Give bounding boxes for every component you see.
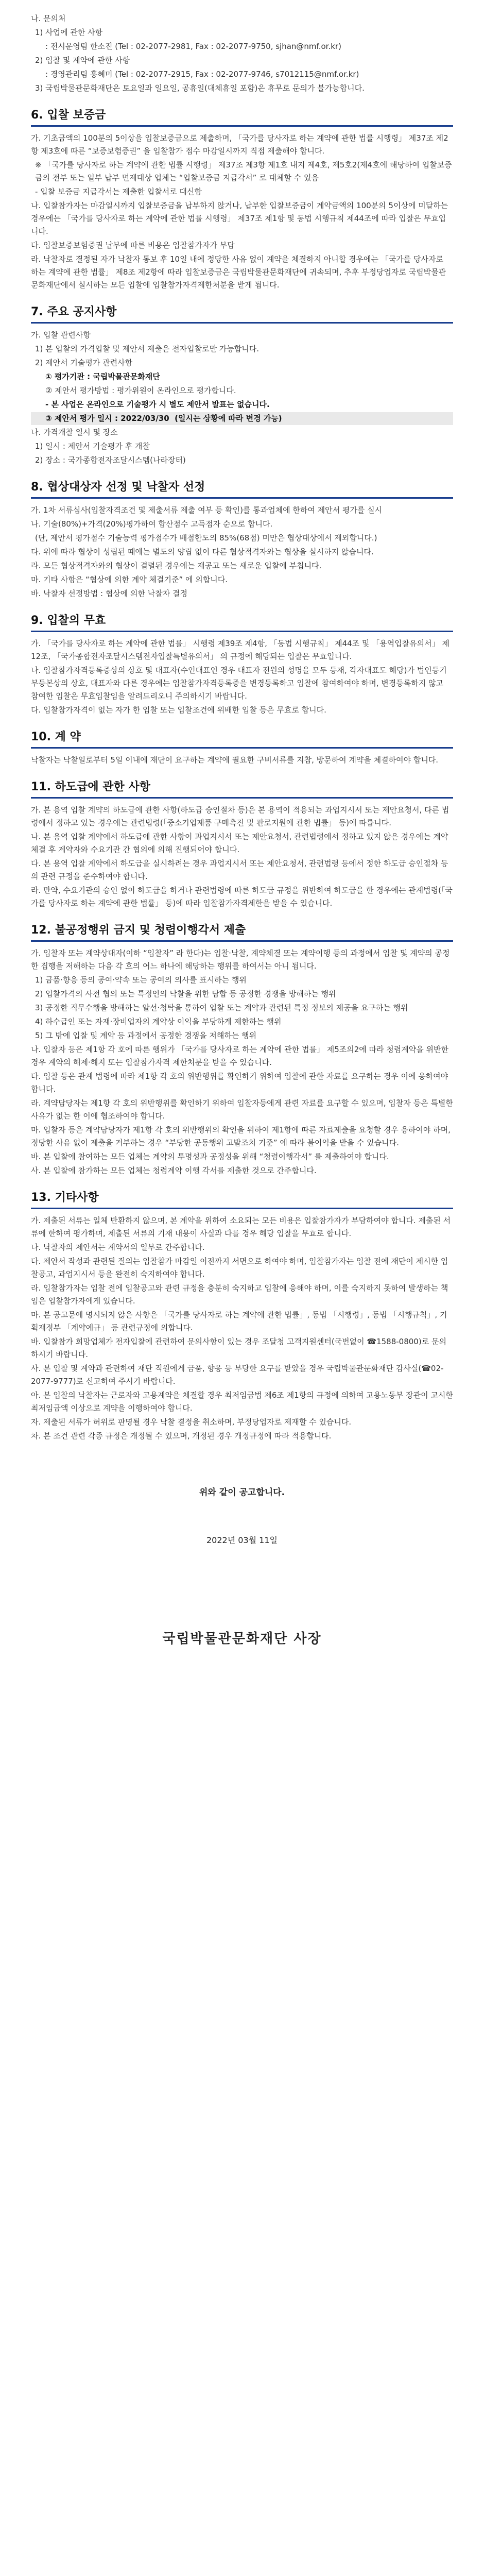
announcement-date: 2022년 03월 11일 — [206, 1535, 278, 1545]
text-line: 나. 본 용역 입찰 계약에서 하도급에 관한 사항이 과업지시서 또는 제안요청서, 관련법령에서 정하고 있지 않은 경우에는 계약체결 후 계약자와 수요기관 간 협의에 의해 진행되어야 합니다. — [31, 832, 448, 854]
text-line: 3) 국립박물관문화재단은 토요일과 일요일, 공휴일(대체휴일 포함)은 휴무로 문의가 불가능합니다. — [35, 83, 365, 93]
text-line: 다. 입찰 등은 관계 법령에 따라 제1항 각 호의 위반행위를 확인하기 위하여 입찰에 관한 자료를 요구하는 경우 이에 응하여야 합니다. — [31, 1072, 451, 1094]
text-line: 가. 본 용역 입찰 계약의 하도급에 관한 사항(하도급 승인절차 등)은 본 용역이 적용되는 과업지시서 또는 제안요청서, 다른 법령에서 정하고 있는 경우에는 관련법령(「중소기업제품 구매촉진 및 판로지원에 관한 법률」 등)에 따릅니다. — [31, 805, 450, 827]
text-line: 낙찰자는 낙찰일로부터 5일 이내에 재단이 요구하는 계약에 필요한 구비서류를 지참, 방문하여 계약을 체결하여야 합니다. — [31, 755, 439, 765]
text-line: : 전시운영팀 한소진 (Tel : 02-2077-2981, Fax : 02-2077-9750, sjhan@nmf.or.kr) — [45, 42, 341, 51]
text-line: 2) 제안서 기술평가 관련사항 — [35, 358, 133, 367]
text-line: 아. 본 입찰의 낙찰자는 근로자와 고용계약을 체결할 경우 최저임금법 제6조 제1항의 규정에 의하여 고용노동부 장관이 고시한 최저임금액 이상으로 계약을 이행하여야 합니다. — [31, 1391, 456, 1413]
text-line: 나. 낙찰자의 제안서는 계약서의 일부로 간주합니다. — [31, 1243, 205, 1252]
closing-block — [31, 1485, 453, 1647]
text-line: 바. 입찰참가 희망업체가 전자입찰에 관련하여 문의사항이 있는 경우 조달청 고객지원센터(국번없이 ☎1588-0800)로 문의하시기 바랍니다. — [31, 1337, 446, 1359]
text-line: 1) 일시 : 제안서 기술평가 후 개찰 — [35, 442, 150, 451]
text-line: 마. 본 공고문에 명시되지 않은 사항은 「국가를 당사자로 하는 계약에 관한 법률」, 동법 「시행령」, 동법 「시행규칙」, 기획재정부 「계약예규」 등 관련규정에 의합니다. — [31, 1310, 447, 1332]
text-line: 가. 1차 서류심사(입찰자격조건 및 제출서류 제출 여부 등 확인)를 통과업체에 한하여 제안서 평가를 실시 — [31, 505, 383, 515]
text-line: 1) 사업에 관한 사항 — [35, 28, 103, 37]
text-line: ① 평가기관 : 국립박물관문화재단 — [45, 372, 160, 381]
section-title: 13. 기타사항 — [31, 1184, 453, 1209]
section — [31, 102, 453, 292]
section-title: 6. 입찰 보증금 — [31, 102, 453, 127]
text-line: 나. 기술(80%)+가격(20%)평가하여 합산점수 고득점자 순으로 합니다. — [31, 519, 273, 529]
text-line: 가. 기초금액의 100분의 5이상을 입찰보증금으로 제출하며, 「국가를 당사자로 하는 계약에 관한 법률 시행령」 제37조 제2항 제3호에 따른 “보증보험증권” 을 입찰참가 접수 마감일시까지 직접 제출해야 합니다. — [31, 133, 448, 156]
text-line: 나. 가격개찰 일시 및 장소 — [31, 428, 118, 437]
section-title: 8. 협상대상자 선정 및 낙찰자 선정 — [31, 474, 453, 499]
text-line: : 경영관리팀 홍혜미 (Tel : 02-2077-2915, Fax : 02-2077-9746, s7012115@nmf.or.kr) — [45, 70, 359, 79]
text-line: 다. 입찰참가자격이 없는 자가 한 입찰 또는 입찰조건에 위배한 입찰 등은 무효로 합니다. — [31, 705, 326, 715]
text-line: 라. 모든 협상적격자와의 협상이 결렬된 경우에는 재공고 또는 새로운 입찰에 부칩니다. — [31, 561, 322, 570]
text-line: 나. 입찰참가자격등록증상의 상호 및 대표자(수인대표인 경우 대표자 전원의 성명을 모두 등재, 각자대표도 해당)가 법인등기부등본상의 상호, 대표자와 다른 경우에는 입찰참가자격등록증을 변경등록하고 입찰에 참여하여야 하며, 변경등록하지 않고 참여한 입찰은 무효입찰임을 알려드리오니 주의하시기 바랍니다. — [31, 666, 447, 701]
section — [31, 12, 453, 95]
text-line: (단, 제안서 평가점수 기술능력 평가점수가 배점한도의 85%(68점) 미만은 협상대상에서 제외합니다.) — [35, 533, 377, 543]
text-line: 라. 계약담당자는 제1항 각 호의 위반행위를 확인하기 위하여 입찰자등에게 관련 자료를 요구할 수 있으며, 입찰자 등은 특별한 사유가 없는 한 이에 협조하여야 합니다. — [31, 1098, 456, 1121]
text-line: 라. 낙찰자로 결정된 자가 낙찰자 통보 후 10일 내에 정당한 사유 없이 계약을 체결하지 아니할 경우에는 「국가를 당사자로 하는 계약에 관한 법률」 제8조 제2항에 따라 입찰보증금은 국립박물관문화재단에 귀속되며, 추후 부정당업자로 국립박물관문화재단에서 실시하는 모든 입찰에 입찰참가자격제한처분을 받게 됩니다. — [31, 255, 446, 290]
text-line: 다. 입찰보증보험증권 납부에 따른 비용은 입찰참가자가 부담 — [31, 241, 235, 250]
text-line: 라. 만약, 수요기관의 승인 없이 하도급을 하거나 관련법령에 따른 하도급 규정을 위반하여 하도급을 한 경우에는 관계법령(「국가를 당사자로 하는 계약에 관한 법률」 등)에 따라 입찰참가자격제한을 받을 수 있습니다. — [31, 886, 453, 908]
section — [31, 1184, 456, 1443]
text-line: 차. 본 조건 관련 각종 규정은 개정될 수 있으며, 개정된 경우 개정규정에 따라 적용합니다. — [31, 1431, 332, 1440]
text-line: 다. 제안서 작성과 관련된 질의는 입찰참가 마감일 이전까지 서면으로 하여야 하며, 입찰참가자는 입찰 전에 재단이 제시한 입찰공고, 과업지시서 등을 완전히 숙지하여야 합니다. — [31, 1257, 448, 1279]
section — [31, 299, 453, 467]
section — [31, 607, 453, 717]
text-line: ② 제안서 평가방법 : 평가위원이 온라인으로 평가합니다. — [45, 386, 236, 395]
section-title: 12. 불공정행위 금지 및 청렴이행각서 제출 — [31, 917, 453, 942]
text-line: 나. 입찰참가자는 마감일시까지 입찰보증금을 납부하지 않거나, 납부한 입찰보증금이 계약금액의 100분의 5이상에 미달하는 경우에는 「국가를 당사자로 하는 계약에 관한 법률 시행령」 제37조 제1항 및 동법 시행규칙 제44조에 따라 입찰은 무효입니다. — [31, 201, 451, 236]
text-line: 1) 본 입찰의 가격입찰 및 제안서 제출은 전자입찰로만 가능합니다. — [35, 344, 260, 353]
text-line: ③ 제안서 평가 일시 : 2022/03/30 (일시는 상황에 따라 변경 가능) — [31, 412, 453, 425]
text-line: 2) 입찰가격의 사전 협의 또는 특정인의 낙찰을 위한 담합 등 공정한 경쟁을 방해하는 행위 — [35, 989, 336, 998]
section — [31, 724, 453, 767]
section — [31, 474, 453, 600]
text-line: 마. 기타 사항은 “협상에 의한 계약 체결기준” 에 의합니다. — [31, 575, 228, 584]
text-line: 나. 입찰자 등은 제1항 각 호에 따른 행위가 「국가를 당사자로 하는 계약에 관한 법률」 제5조의2에 따라 청렴계약을 위반한 경우 계약의 해제·해지 또는 입찰참가자격 제한처분을 받을 수 있습니다. — [31, 1045, 451, 1067]
text-line: 2) 입찰 및 계약에 관한 사항 — [35, 56, 130, 65]
text-line: 가. 제출된 서류는 일체 반환하지 않으며, 본 계약을 위하여 소요되는 모든 비용은 입찰참가자가 부담하여야 합니다. 제출된 서류에 한하여 평가하며, 제출된 서류의 기재 내용이 사실과 다를 경우 해당 입찰을 무효로 합니다. — [31, 1216, 451, 1238]
text-line: - 입찰 보증금 지급각서는 제출한 입찰서로 대신함 — [35, 187, 202, 196]
text-line: 다. 본 용역 입찰 계약에서 하도급을 실시하려는 경우 과업지시서 또는 제안요청서, 관련법령 등에서 정한 하도급 승인절차 등의 관련 규정을 준수하여야 합니다. — [31, 859, 448, 881]
section — [31, 774, 453, 910]
section-title: 10. 계 약 — [31, 724, 453, 749]
text-line: 가. 「국가를 당사자로 하는 계약에 관한 법률」 시행령 제39조 제4항, 「동법 시행규칙」 제44조 및 「용역입찰유의서」 제12조, 「국가종합전자조달시스템전자입찰특별유의서」 의 규정에 해당되는 입찰은 무효입니다. — [31, 639, 450, 661]
text-line: 1) 금품·향응 등의 공여·약속 또는 공여의 의사를 표시하는 행위 — [35, 975, 247, 985]
text-line: 다. 위에 따라 협상이 성립된 때에는 별도의 양립 없이 다른 협상적격자와는 협상을 실시하지 않습니다. — [31, 547, 374, 556]
text-line: ※ 「국가를 당사자로 하는 계약에 관한 법률 시행령」 제37조 제3항 제1호 내지 제4호, 제5호2(제4호에 해당하여 입찰보증금의 전부 또는 일부 납부 면제대상 업체는 “입찰보증금 지급각서” 로 대체할 수 있음 — [35, 160, 452, 182]
section-title: 11. 하도급에 관한 사항 — [31, 774, 453, 799]
section-title: 9. 입찰의 무효 — [31, 607, 453, 632]
text-line: 사. 본 입찰에 참가하는 모든 업체는 청렴계약 이행 각서를 제출한 것으로 간주합니다. — [31, 1166, 317, 1175]
text-line: 마. 입찰자 등은 계약담당자가 제1항 각 호의 위반행위의 확인을 위하여 제1항에 따른 자료제출을 요청할 경우 응하여야 하며, 정당한 사유 없이 제출을 거부하는 경우 “부당한 공동행위 고발조치 기준” 에 따라 불이익을 받을 수 있습니다. — [31, 1125, 453, 1147]
section-title: 7. 주요 공지사항 — [31, 299, 453, 324]
announcement-document — [31, 5, 456, 1444]
text-line: 사. 본 입찰 및 계약과 관련하여 재단 직원에게 금품, 향응 등 부당한 요구를 받았을 경우 국립박물관문화재단 감사실(☎02-2077-9777)로 신고하여 주시기 바랍니다. — [31, 1364, 444, 1386]
issuer-name: 국립박물관문화재단 사장 — [162, 1631, 322, 1647]
text-line: 라. 입찰참가자는 입찰 전에 입찰공고와 관련 규정을 충분히 숙지하고 입찰에 응해야 하며, 이를 숙지하지 못하여 발생하는 책임은 입찰참가자에게 있습니다. — [31, 1283, 448, 1306]
text-line: 4) 하수급인 또는 자재·장비업자의 계약상 이익을 부당하게 제한하는 행위 — [35, 1017, 282, 1026]
text-line: 바. 낙찰자 선정방법 : 협상에 의한 낙찰자 결정 — [31, 589, 188, 598]
text-line: 바. 본 입찰에 참여하는 모든 업체는 계약의 투명성과 공정성을 위해 “청렴이행각서” 를 제출하여야 합니다. — [31, 1152, 389, 1161]
text-line: - 본 사업은 온라인으로 기술평가 시 별도 제안서 발표는 없습니다. — [45, 400, 270, 409]
section — [31, 917, 456, 1177]
text-line: 자. 제출된 서류가 허위로 판명될 경우 낙찰 결정을 취소하며, 부정당업자로 제재할 수 있습니다. — [31, 1417, 352, 1427]
closing-statement: 위와 같이 공고합니다. — [199, 1487, 285, 1498]
text-line: 3) 공정한 직무수행을 방해하는 알선·청탁을 통하여 입찰 또는 계약과 관련된 특정 정보의 제공을 요구하는 행위 — [35, 1003, 408, 1012]
text-line: 2) 장소 : 국가종합전자조달시스템(나라장터) — [35, 455, 186, 465]
text-line: 5) 그 밖에 입찰 및 계약 등 과정에서 공정한 경쟁을 저해하는 행위 — [35, 1031, 257, 1040]
text-line: 가. 입찰자 또는 계약상대자(이하 “입찰자” 라 한다)는 입찰·낙찰, 계약체결 또는 계약이행 등의 과정에서 입찰 및 계약의 공정한 집행을 저해하는 다음 각 호의 어느 하나에 해당하는 행위를 하여서는 아니 됩니다. — [31, 948, 450, 971]
text-line: 나. 문의처 — [31, 14, 66, 23]
text-line: 가. 입찰 관련사항 — [31, 330, 91, 340]
